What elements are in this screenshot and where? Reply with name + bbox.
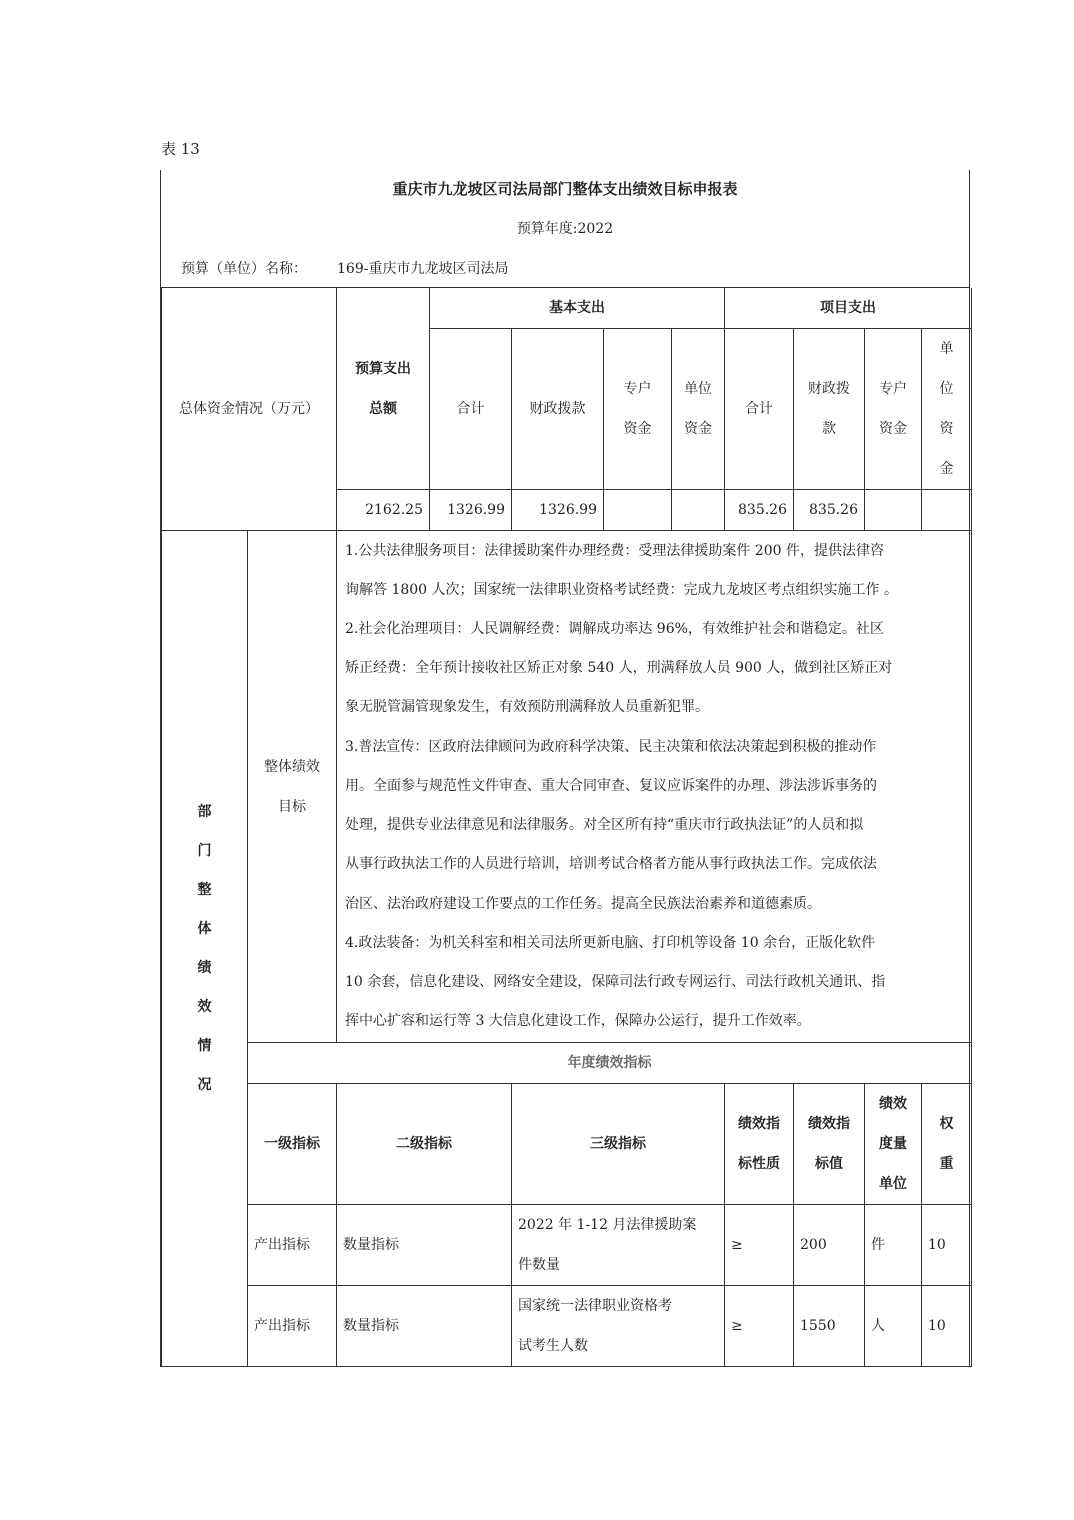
row-unit: 件 — [865, 1205, 922, 1286]
funds-row-label: 总体资金情况（万元） — [162, 288, 337, 531]
report-form — [160, 170, 970, 1367]
basic-header: 基本支出 — [430, 288, 725, 329]
row-weight: 10 — [922, 1286, 972, 1367]
basic-total-value: 1326.99 — [430, 490, 512, 531]
row-level1: 产出指标 — [248, 1286, 337, 1367]
indicator-section-title: 年度绩效指标 — [248, 1043, 972, 1084]
project-zhuanhu-header: 专户 资金 — [865, 329, 922, 490]
unit-header: 绩效 度量 单位 — [865, 1084, 922, 1205]
project-header: 项目支出 — [725, 288, 972, 329]
total-header: 预算支出 总额 — [337, 288, 430, 490]
total-value: 2162.25 — [337, 490, 430, 531]
goal-label: 整体绩效 目标 — [248, 531, 337, 1043]
basic-czbk-header: 财政拨款 — [512, 329, 604, 490]
table-row — [162, 1286, 972, 1367]
project-total-value: 835.26 — [725, 490, 794, 531]
unit-name: 169-重庆市九龙坡区司法局 — [337, 261, 509, 277]
row-value: 1550 — [794, 1286, 865, 1367]
level2-header: 二级指标 — [337, 1084, 512, 1205]
row-level3: 2022 年 1-12 月法律援助案 件数量 — [512, 1205, 725, 1286]
basic-total-header: 合计 — [430, 329, 512, 490]
basic-zhuanhu-value — [604, 490, 672, 531]
table-label: 表 13 — [161, 140, 200, 158]
goal-text: 1.公共法律服务项目：法律援助案件办理经费：受理法律援助案件 200 件，提供法律咨 询解答 1800 人次；国家统一法律职业资格考试经费：完成九龙坡区考点组织实施工作 。 2.社会化治理项目：人民调解经费：调解成功率达 96%，有效维护社会和谐稳定。社区 矫正经费：全年预计接收社区矫正对象 540 人，刑满释放人员 900 人，做到社区矫正对 象无脱管漏管现象发生，有效预防刑满释放人员重新犯罪。 3.普法宣传：区政府法律顾问为政府科学决策、民主决策和依法决策起到积极的推动作 用。全面参与规范性文件审查、重大合同审查、复议应诉案件的办理、涉法涉诉事务的 处理，提供专业法律意见和法律服务。对全区所有持“重庆市行政执法证”的人员和拟 从事行政执法工作的人员进行培训，培训考试合格者方能从事行政执法工作。完成依法 治区、法治政府建设工作要点的工作任务。提高全民族法治素养和道德素质。 4.政法装备：为机关科室和相关司法所更新电脑、打印机等设备 10 余台，正版化软件 10 余套，信息化建设、网络安全建设，保障司法行政专网运行、司法行政机关通讯、指 挥中心扩容和运行等 3 大信息化建设工作，保障办公运行，提升工作效率。 — [337, 531, 972, 1043]
form-title: 重庆市九龙坡区司法局部门整体支出绩效目标申报表 — [392, 180, 738, 198]
weight-header: 权 重 — [922, 1084, 972, 1205]
row-nature: ≥ — [725, 1205, 794, 1286]
project-czbk-header: 财政拨 款 — [794, 329, 865, 490]
row-level2: 数量指标 — [337, 1286, 512, 1367]
performance-side-label: 部 门 整 体 绩 效 情 况 — [162, 531, 248, 1367]
main-table — [161, 288, 972, 1367]
row-nature: ≥ — [725, 1286, 794, 1367]
row-level3: 国家统一法律职业资格考 试考生人数 — [512, 1286, 725, 1367]
budget-year: 预算年度:2022 — [516, 221, 614, 237]
basic-danwei-header: 单位 资金 — [672, 329, 725, 490]
row-level2: 数量指标 — [337, 1205, 512, 1286]
row-value: 200 — [794, 1205, 865, 1286]
row-weight: 10 — [922, 1205, 972, 1286]
row-unit: 人 — [865, 1286, 922, 1367]
basic-czbk-value: 1326.99 — [512, 490, 604, 531]
project-danwei-value — [922, 490, 972, 531]
level1-header: 一级指标 — [248, 1084, 337, 1205]
unit-row — [181, 258, 508, 278]
nature-header: 绩效指 标性质 — [725, 1084, 794, 1205]
basic-zhuanhu-header: 专户 资金 — [604, 329, 672, 490]
form-header — [161, 170, 969, 288]
value-header: 绩效指 标值 — [794, 1084, 865, 1205]
project-total-header: 合计 — [725, 329, 794, 490]
unit-label: 预算（单位）名称： — [181, 261, 307, 277]
project-danwei-header: 单 位 资 金 — [922, 329, 972, 490]
level3-header: 三级指标 — [512, 1084, 725, 1205]
table-row — [162, 1205, 972, 1286]
row-level1: 产出指标 — [248, 1205, 337, 1286]
project-zhuanhu-value — [865, 490, 922, 531]
basic-danwei-value — [672, 490, 725, 531]
project-czbk-value: 835.26 — [794, 490, 865, 531]
